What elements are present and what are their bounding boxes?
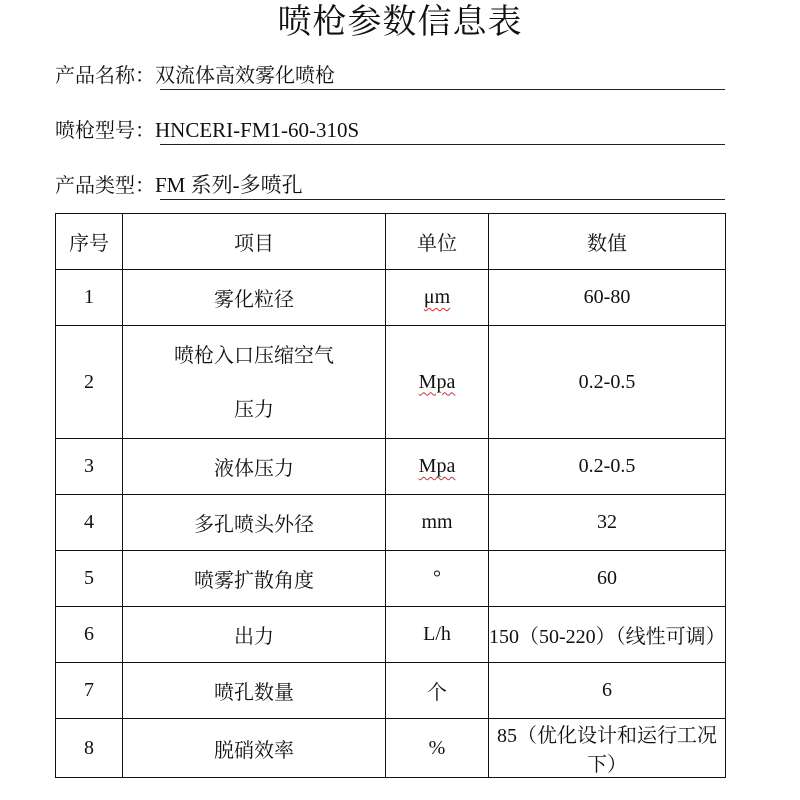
table-row bbox=[56, 551, 726, 607]
row-item: 液体压力 bbox=[123, 439, 386, 495]
row-value: 32 bbox=[489, 495, 726, 551]
row-item: 喷孔数量 bbox=[123, 663, 386, 719]
gun-model-field bbox=[55, 113, 359, 147]
row-index: 3 bbox=[56, 439, 123, 495]
row-index: 1 bbox=[56, 270, 123, 326]
row-unit: mm bbox=[386, 495, 489, 551]
header-item: 项目 bbox=[123, 214, 386, 270]
product-type-underline bbox=[160, 199, 725, 200]
gun-model-value: HNCERI-FM1-60-310S bbox=[155, 118, 360, 142]
row-item: 喷雾扩散角度 bbox=[123, 551, 386, 607]
row-item: 雾化粒径 bbox=[123, 270, 386, 326]
header-unit: 单位 bbox=[386, 214, 489, 270]
table-row bbox=[56, 663, 726, 719]
table-row bbox=[56, 607, 726, 663]
row-value: 0.2-0.5 bbox=[489, 326, 726, 439]
row-item: 脱硝效率 bbox=[123, 719, 386, 778]
product-name-field bbox=[55, 58, 335, 92]
table-row bbox=[56, 495, 726, 551]
row-value: 85（优化设计和运行工况下） bbox=[489, 719, 726, 778]
product-type-value: FM 系列-多喷孔 bbox=[155, 173, 303, 197]
table-row bbox=[56, 439, 726, 495]
row-index: 5 bbox=[56, 551, 123, 607]
gun-model-label: 喷枪型号： bbox=[55, 118, 155, 142]
row-index: 8 bbox=[56, 719, 123, 778]
header-index: 序号 bbox=[56, 214, 123, 270]
row-unit bbox=[386, 439, 489, 495]
row-unit bbox=[386, 270, 489, 326]
row-item bbox=[123, 326, 386, 439]
parameter-table bbox=[55, 213, 726, 778]
row-value: 60 bbox=[489, 551, 726, 607]
row-value: 150（50-220）（线性可调） bbox=[489, 607, 726, 663]
row-item-line-1: 喷枪入口压缩空气 bbox=[174, 343, 334, 367]
table-row bbox=[56, 326, 726, 439]
row-unit: ° bbox=[386, 551, 489, 607]
gun-model-underline bbox=[160, 144, 725, 145]
product-type-label: 产品类型： bbox=[55, 173, 155, 197]
unit-text: μm bbox=[423, 286, 451, 308]
product-type-field bbox=[55, 168, 303, 202]
row-item-line-2: 压力 bbox=[234, 397, 274, 421]
row-value: 0.2-0.5 bbox=[489, 439, 726, 495]
unit-text: Mpa bbox=[418, 370, 456, 393]
product-name-value: 双流体高效雾化喷枪 bbox=[155, 63, 335, 87]
row-unit bbox=[386, 326, 489, 439]
row-index: 6 bbox=[56, 607, 123, 663]
row-value: 6 bbox=[489, 663, 726, 719]
row-item: 多孔喷头外径 bbox=[123, 495, 386, 551]
row-item: 出力 bbox=[123, 607, 386, 663]
table-header-row bbox=[56, 214, 726, 270]
unit-text: Mpa bbox=[418, 455, 456, 477]
table-row bbox=[56, 719, 726, 778]
row-unit: % bbox=[386, 719, 489, 778]
row-unit: L/h bbox=[386, 607, 489, 663]
row-index: 2 bbox=[56, 326, 123, 439]
row-unit: 个 bbox=[386, 663, 489, 719]
row-value: 60-80 bbox=[489, 270, 726, 326]
header-value: 数值 bbox=[489, 214, 726, 270]
product-name-underline bbox=[160, 89, 725, 90]
product-name-label: 产品名称： bbox=[55, 63, 155, 87]
row-index: 4 bbox=[56, 495, 123, 551]
table-row bbox=[56, 270, 726, 326]
row-index: 7 bbox=[56, 663, 123, 719]
page-title: 喷枪参数信息表 bbox=[277, 2, 523, 42]
